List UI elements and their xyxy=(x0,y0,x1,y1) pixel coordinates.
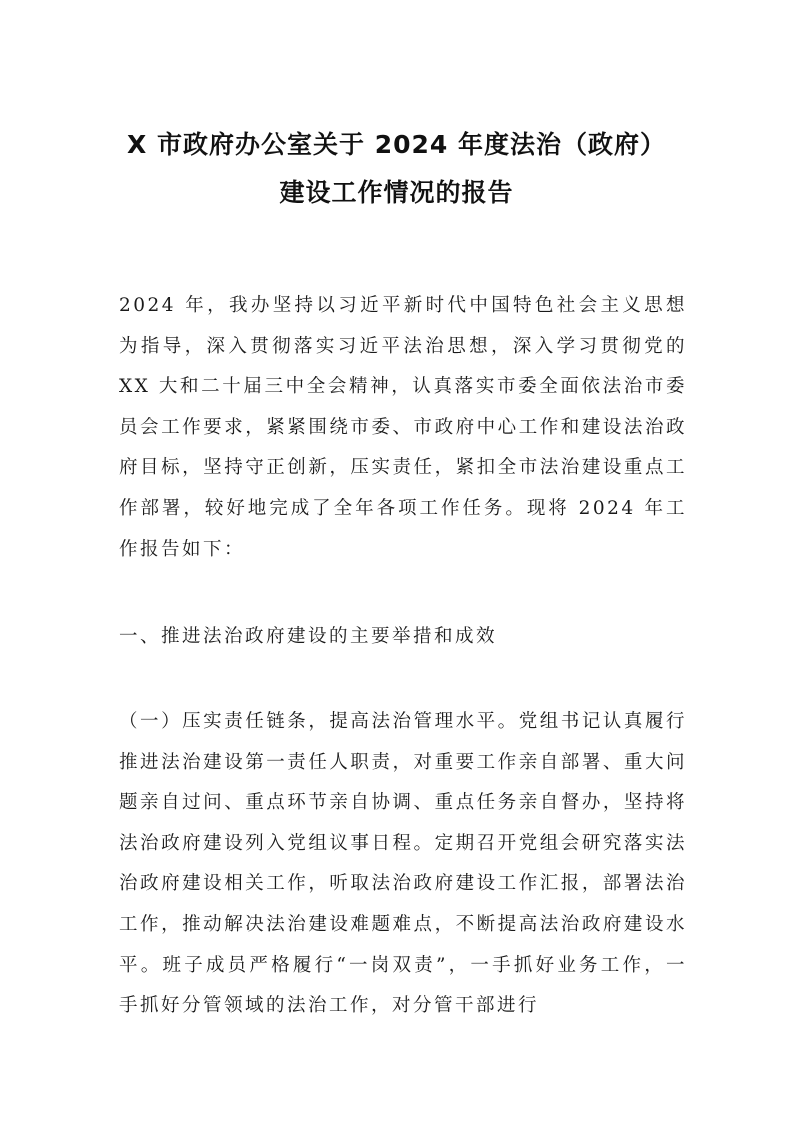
intro-paragraph: 2024 年，我办坚持以习近平新时代中国特色社会主义思想为指导，深入贯彻落实习近平法治思想，深入学习贯彻党的 XX 大和二十届三中全会精神，认真落实市委全面依法治市委员会工作要求，紧紧围绕市委、市政府中心工作和建设法治政府目标，坚持守正创新，压实责任，紧扣全市法治建设重点工作部署，较好地完成了全年各项工作任务。现将 2024 年工作报告如下： xyxy=(119,295,687,560)
subsection-paragraph-1: （一）压实责任链条，提高法治管理水平。党组书记认真履行推进法治建设第一责任人职责，对重要工作亲自部署、重大问题亲自过问、重点环节亲自协调、重点任务亲自督办，坚持将法治政府建设列入党组议事日程。定期召开党组会研究落实法治政府建设相关工作，听取法治政府建设工作汇报，部署法治工作，推动解决法治建设难题难点，不断提高法治政府建设水平。班子成员严格履行“一岗双责”，一手抓好业务工作，一手抓好分管领域的法治工作，对分管干部进行 xyxy=(119,711,687,1017)
section-heading-1: 一、推进法治政府建设的主要举措和成效 xyxy=(119,626,498,647)
document-title-line-2: 建设工作情况的报告 xyxy=(279,178,514,207)
document-title-line-1: X 市政府办公室关于 2024 年度法治（政府） xyxy=(127,130,666,159)
